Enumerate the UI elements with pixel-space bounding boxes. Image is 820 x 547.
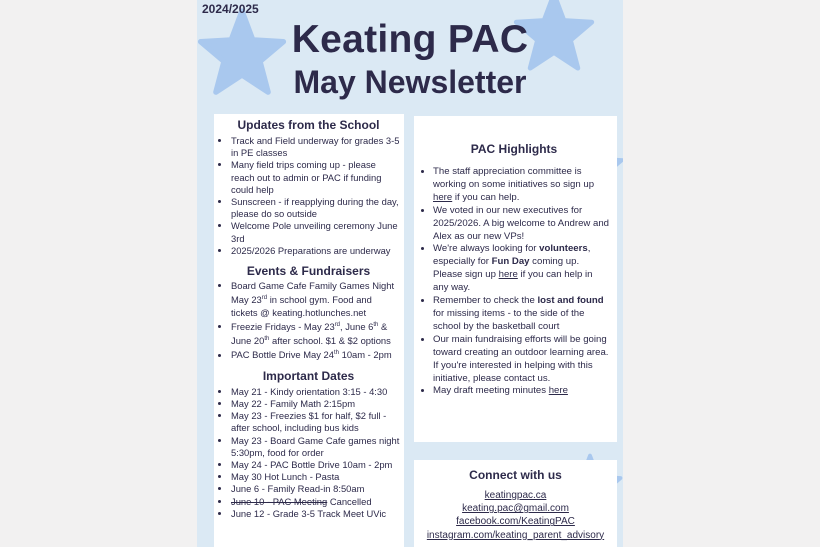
highlight-text: Remember to check the [433, 295, 538, 307]
facebook-link[interactable]: facebook.com/KeatingPAC [456, 516, 575, 528]
list-item: • May 23 - Freezies $1 for half, $2 full - after school, including bus kids [231, 410, 400, 434]
list-item: • May 24 - PAC Bottle Drive 10am - 2pm [231, 459, 400, 471]
list-item: • May 23 - Board Game Cafe games night 5:30pm, food for order [231, 435, 400, 459]
instagram-link[interactable]: instagram.com/keating_parent_advisory [426, 529, 605, 541]
newsletter-title: Keating PAC [291, 18, 529, 61]
highlight-text: Our main fundraising efforts will be going toward creating an outdoor learning area. If you're interested in helping with this initiative, please contact us. [433, 333, 609, 384]
list-item: • May 30 Hot Lunch - Pasta [231, 471, 400, 483]
highlight-item [433, 385, 609, 398]
list-item: • Sunscreen - if reapplying during the day, please do so outside [231, 196, 400, 220]
events-list [217, 280, 400, 362]
emphasis-text: volunteers [539, 243, 588, 255]
highlight-text: if you can help in any way. [433, 269, 593, 294]
highlights-list [419, 166, 609, 398]
left-column [214, 114, 404, 547]
emphasis-text: lost and found [537, 295, 604, 307]
highlight-item [433, 334, 609, 386]
updates-list [217, 135, 400, 257]
list-item: • 2025/2026 Preparations are underway [231, 245, 400, 257]
list-item: • June 12 - Grade 3-5 Track Meet UVic [231, 508, 400, 520]
list-item: • Welcome Pole unveiling ceremony June 3rd [231, 220, 400, 244]
list-item: • PAC Bottle Drive May 24th 10am - 2pm [231, 347, 400, 361]
highlight-text: We're always looking for [433, 243, 540, 255]
highlight-item [433, 243, 609, 295]
events-heading: Events & Fundraisers [246, 264, 371, 279]
list-item: • May 22 - Family Math 2:15pm [231, 398, 400, 410]
updates-heading: Updates from the School [237, 118, 380, 132]
highlight-text: , especially for [433, 243, 591, 268]
here-link[interactable]: here [498, 269, 518, 281]
dates-heading: Important Dates [262, 368, 355, 383]
list-item: • June 10 - PAC Meeting Cancelled [231, 496, 400, 508]
highlights-panel [414, 116, 617, 442]
highlight-item [433, 295, 609, 334]
highlight-text: coming up. Please sign up [433, 256, 580, 281]
here-link[interactable]: here [548, 385, 568, 397]
connect-panel [414, 460, 617, 547]
list-item: • Track and Field underway for grades 3-5 in PE classes [231, 135, 400, 159]
highlight-text: We voted in our new executives for 2025/2026. A big welcome to Andrew and Alex as our new VPs! [433, 204, 610, 242]
highlight-item [433, 166, 609, 205]
highlight-text: May draft meeting minutes [433, 385, 549, 397]
highlight-text: if you can help. [452, 191, 520, 203]
list-item: • June 6 - Family Read-in 8:50am [231, 483, 400, 495]
list-item: • Freezie Fridays - May 23rd, June 6th & June 20th after school. $1 & $2 options [231, 319, 400, 348]
highlights-heading: PAC Highlights [470, 142, 558, 156]
dates-list [217, 386, 400, 520]
list-item: • Many field trips coming up - please reach out to admin or PAC if funding could help [231, 159, 400, 196]
here-link[interactable]: here [433, 191, 453, 203]
highlight-item [433, 205, 609, 244]
school-year: 2024/2025 [202, 2, 259, 16]
list-item: • Board Game Cafe Family Games Night May 23rd in school gym. Food and tickets @ keating.hotlunches.net [231, 280, 400, 319]
website-link[interactable]: keatingpac.ca [484, 490, 547, 501]
newsletter-page [197, 0, 623, 547]
highlight-text: The staff appreciation committee is working on some initiatives so sign up [433, 166, 595, 190]
email-link[interactable]: keating.pac@gmail.com [462, 503, 569, 515]
list-item: • May 21 - Kindy orientation 3:15 - 4:30 [231, 386, 400, 398]
newsletter-subtitle: May Newsletter [293, 64, 527, 100]
emphasis-text: Fun Day [491, 256, 530, 268]
connect-heading: Connect with us [469, 468, 562, 482]
highlight-text: for missing items - to the side of the school by the basketball court [433, 307, 585, 332]
